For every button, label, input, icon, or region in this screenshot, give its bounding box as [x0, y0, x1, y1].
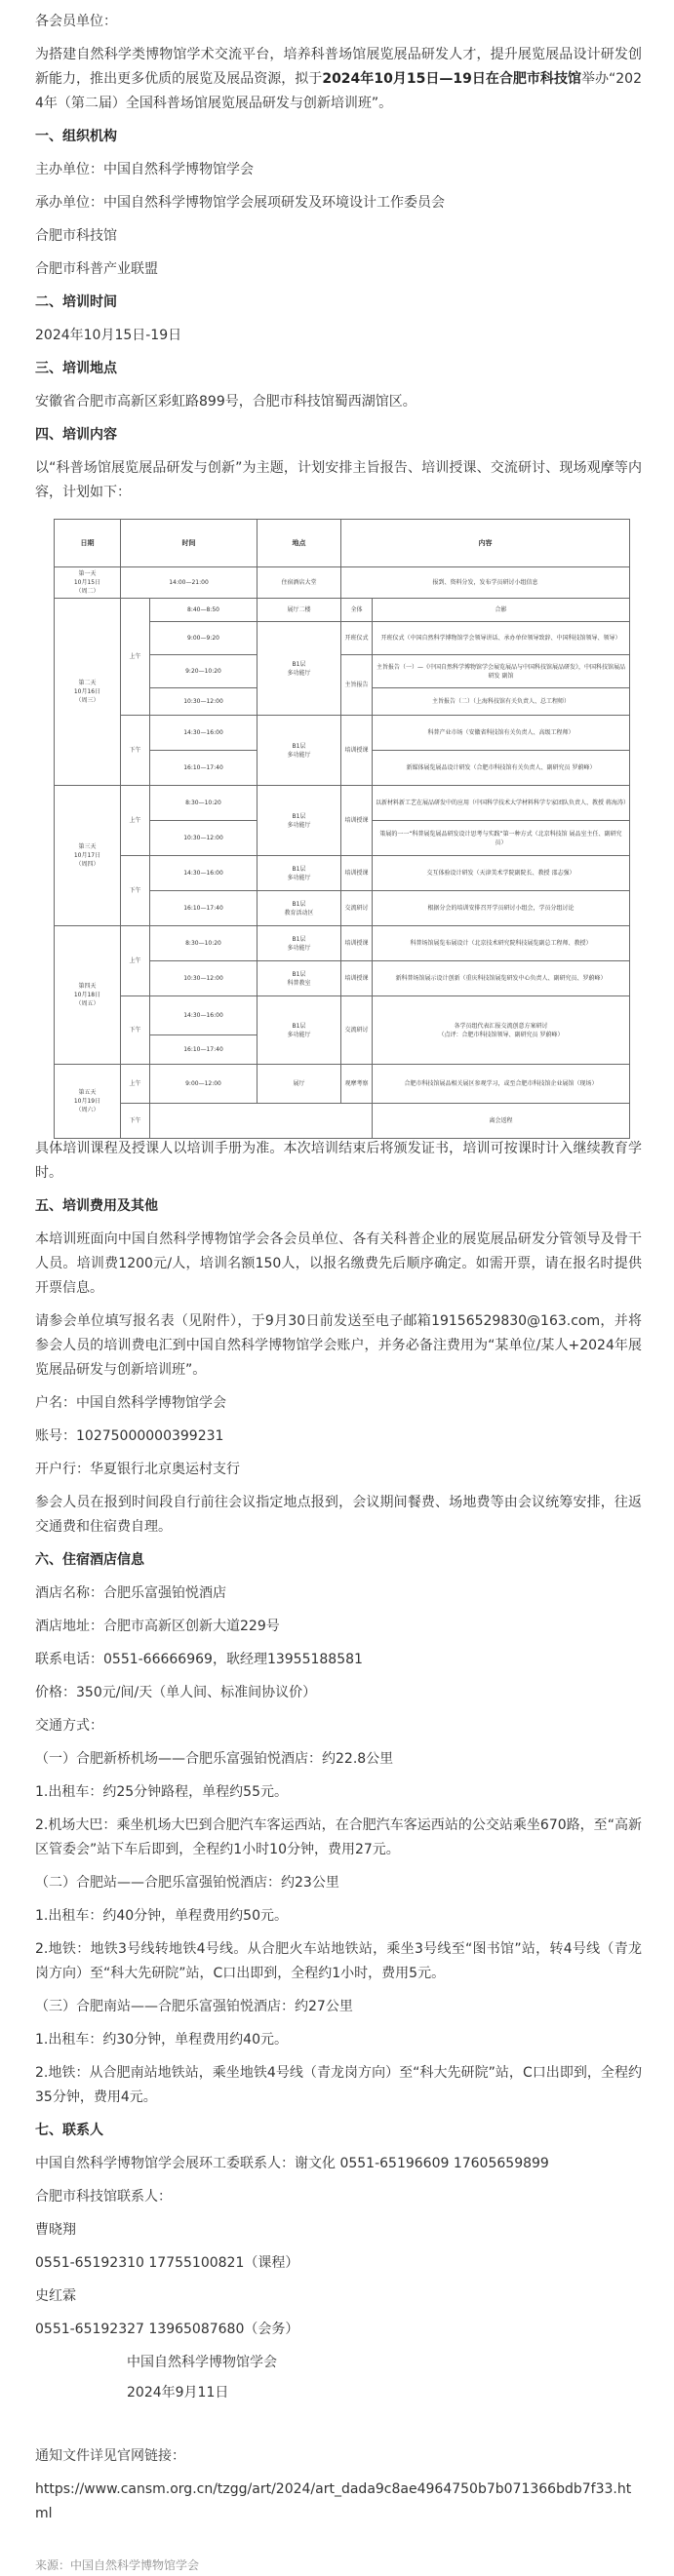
table-row [55, 786, 630, 821]
checkin-paragraph: 参会人员在报到时间段自行前往会议指定地点报到，会议期间餐费、场地费等由会议统筹安排，往返交通费和住宿费自理。 [35, 1495, 642, 1535]
content-cell: 根据分会的培训安排召开学员研讨小组会，学员分组讨论 [373, 891, 630, 926]
hotel-address: 酒店地址：合肥市高新区创新大道229号 [35, 1619, 280, 1634]
after-table-note: 具体培训课程及授课人以培训手册为准。本次培训结束后将颁发证书，培训可按课时计入继续教育学时。 [35, 1141, 642, 1181]
transport-heading: 交通方式： [35, 1718, 103, 1734]
role-cell: 培训授课 [341, 716, 373, 786]
undertaker: 承办单位：中国自然科学博物馆学会展项研发及环境设计工作委员会 [35, 195, 445, 211]
training-time: 2024年10月15日-19日 [35, 328, 182, 343]
notice-link[interactable]: https://www.cansm.org.cn/tzgg/art/2024/art_dada9c8ae4964750b7b071366bdb7f33.html [35, 2481, 632, 2521]
role-cell: 观摩考察 [341, 1065, 373, 1104]
role-cell: 培训授课 [341, 926, 373, 961]
time-cell: 9:00—9:20 [150, 622, 258, 655]
section-heading-time: 二、培训时间 [35, 294, 117, 310]
organizer: 主办单位：中国自然科学博物馆学会 [35, 162, 254, 177]
period-cell: 下午 [121, 856, 150, 926]
place-cell: B1层 多功能厅 [258, 996, 341, 1065]
role-cell: 开班仪式 [341, 622, 373, 655]
place-cell: 展厅 [258, 1065, 341, 1104]
time-cell: 10:30—12:00 [150, 961, 258, 996]
time-cell: 9:00—12:00 [150, 1065, 258, 1104]
time-cell: 8:40—8:50 [150, 599, 258, 622]
hotel-contact: 联系电话：0551-66666969，耿经理13955188581 [35, 1652, 363, 1667]
place-cell: B1层 多功能厅 [258, 856, 341, 891]
content-cell: 开班仪式（中国自然科学博物馆学会领导讲话、承办单位领导致辞、中国科技馆领导、领导） [373, 622, 630, 655]
place-cell: B1层 多功能厅 [258, 786, 341, 856]
time-cell [150, 1104, 373, 1139]
content-cell: 主旨报告（二）（上海科技馆有关负责人、总工程师） [373, 688, 630, 716]
contact-name-2: 史红霖 [35, 2288, 76, 2304]
header-time: 时间 [121, 520, 258, 567]
section-heading-content: 四、培训内容 [35, 427, 117, 443]
intro-bold: 2024年10月15日—19日在合肥市科技馆 [322, 71, 581, 87]
place-cell: B1层 多功能厅 [258, 622, 341, 716]
co-organizer-1: 合肥市科技馆 [35, 228, 117, 244]
time-cell: 8:30—10:20 [150, 926, 258, 961]
period-cell: 上午 [121, 1065, 150, 1104]
place-cell: B1层 多功能厅 [258, 716, 341, 786]
role-cell: 培训授课 [341, 961, 373, 996]
section-heading-location: 三、培训地点 [35, 361, 117, 376]
period-cell: 上午 [121, 786, 150, 856]
fees-paragraph: 本培训班面向中国自然科学博物馆学会各会员单位、各有关科普企业的展览展品研发分管领导及骨干人员。培训费1200元/人，培训名额150人，以报名缴费先后顺序确定。如需开票，请在报名时提供开票信息。 [35, 1231, 642, 1296]
intro-text-2: 举办“2024年（第二届）全国科普场馆展览展品研发与创新培训班”。 [35, 71, 642, 111]
signature-date: 2024年9月11日 [127, 2385, 229, 2400]
hotel-name: 酒店名称：合肥乐富强铂悦酒店 [35, 1585, 226, 1601]
signature-organization: 中国自然科学博物馆学会 [127, 2355, 277, 2370]
training-location: 安徽省合肥市高新区彩虹路899号，合肥市科技馆蜀西湖馆区。 [35, 394, 416, 410]
content-cell: 交互体验设计研发（天津美术学院副院长、教授 邵志强） [373, 856, 630, 891]
article-body [35, 10, 642, 2576]
table-row [55, 716, 630, 751]
content-cell: 策展的一一“科普展览展品研发设计思考与实践”第一种方式（北京科技馆 展品室主任、副研究员） [373, 821, 630, 856]
transport-south-taxi: 1.出租车：约30分钟，单程费用约40元。 [35, 2032, 288, 2048]
header-date: 日期 [55, 520, 121, 567]
role-cell: 交流研讨 [341, 996, 373, 1065]
contact-phone-1: 0551-65192310 17755100821（课程） [35, 2255, 299, 2271]
time-cell: 14:30—16:00 [150, 856, 258, 891]
hotel-price: 价格：350元/间/天（单人间、标准间协议价） [35, 1685, 317, 1700]
contact-name-1: 曹晓翔 [35, 2222, 76, 2238]
header-place: 地点 [258, 520, 341, 567]
content-cell: 合肥市科技馆展品相关展区参观学习，或至合肥市科技馆企业展馆（现场） [373, 1065, 630, 1104]
table-row [55, 926, 630, 961]
content-cell: 各学员组代表汇报交流创意方案研讨 （点评：合肥市科技馆领导、副研究员 罗蔚峰） [373, 996, 630, 1065]
schedule-table-image [54, 519, 629, 1123]
table-row [55, 856, 630, 891]
table-row [55, 567, 630, 599]
time-cell: 8:30—10:20 [150, 786, 258, 821]
time-cell: 14:00—21:00 [121, 567, 258, 599]
account-name: 户名：中国自然科学博物馆学会 [35, 1395, 226, 1411]
time-cell: 16:10—17:40 [150, 751, 258, 786]
transport-south-metro: 2.地铁：从合肥南站地铁站，乘坐地铁4号线（青龙岗方向）至“科大先研院”站，C口出即到，全程约35分钟，费用4元。 [35, 2065, 642, 2105]
date-cell: 第一天 10月15日 （周二） [55, 567, 121, 599]
role-cell: 培训授课 [341, 856, 373, 891]
time-cell: 16:10—17:40 [150, 891, 258, 926]
time-cell: 9:20—10:20 [150, 655, 258, 688]
period-cell: 下午 [121, 1104, 150, 1139]
time-cell: 14:30—16:00 [150, 716, 258, 751]
content-cell: 报到、资料分发，发布学员研讨小组信息 [341, 567, 630, 599]
content-cell: 科普场馆展览布展设计（北京技术研究院科技展览副总工程师、教授） [373, 926, 630, 961]
table-row [55, 996, 630, 1035]
content-cell: 新科普场馆展示设计创新（重庆科技馆展览研发中心负责人、副研究员、罗蔚峰） [373, 961, 630, 996]
co-organizer-2: 合肥市科普产业联盟 [35, 261, 158, 277]
schedule-header-row [55, 520, 630, 567]
role-cell: 培训授课 [341, 786, 373, 856]
place-cell: B1层 教育活动区 [258, 891, 341, 926]
role-cell: 全体 [341, 599, 373, 622]
period-cell: 上午 [121, 926, 150, 996]
transport-airport-taxi: 1.出租车：约25分钟路程，单程约55元。 [35, 1784, 288, 1800]
greeting: 各会员单位： [35, 14, 117, 29]
period-cell: 下午 [121, 996, 150, 1065]
time-cell: 16:10—17:40 [150, 1035, 258, 1065]
link-label: 通知文件详见官网链接： [35, 2448, 185, 2464]
place-cell: B1层 多功能厅 [258, 926, 341, 961]
content-cell: 合影 [373, 599, 630, 622]
content-cell: 主旨报告（一）—《中国自然科学博物馆学会展览展品与中国科技馆展品研发》，中国科技馆展品研发 副馆 [373, 655, 630, 688]
table-row [55, 599, 630, 622]
date-cell: 第二天 10月16日 （周三） [55, 599, 121, 786]
transport-station-taxi: 1.出租车：约40分钟，单程费用约50元。 [35, 1908, 288, 1924]
intro-text-1: 为搭建自然科学类博物馆学术交流平台，培养科普场馆展览展品研发人才，提升展览展品设计研发创新能力，推出更多优质的展览及展品资源，拟于 [35, 47, 642, 87]
time-cell: 10:30—12:00 [150, 688, 258, 716]
account-number: 账号：10275000000399231 [35, 1428, 224, 1444]
header-content: 内容 [341, 520, 630, 567]
role-cell: 主旨报告 [341, 655, 373, 716]
period-cell: 上午 [121, 599, 150, 716]
registration-paragraph: 请参会单位填写报名表（见附件），于9月30日前发送至电子邮箱19156529830@163.com，并将参会人员的培训费电汇到中国自然科学博物馆学会账户，并务必备注费用为“某单位/某人+2024年展览展品研发与创新培训班”。 [35, 1313, 642, 1378]
place-cell: B1层 科普教室 [258, 961, 341, 996]
date-cell: 第五天 10月19日 （周六） [55, 1065, 121, 1139]
bank-name: 开户行：华夏银行北京奥运村支行 [35, 1462, 240, 1477]
place-cell: 住宿酒店大堂 [258, 567, 341, 599]
contact-phone-2: 0551-65192327 13965087680（会务） [35, 2322, 299, 2337]
period-cell: 下午 [121, 716, 150, 786]
content-description: 以“科普场馆展览展品研发与创新”为主题，计划安排主旨报告、培训授课、交流研讨、现场观摩等内容，计划如下： [35, 460, 642, 500]
transport-airport-bus: 2.机场大巴：乘坐机场大巴到合肥汽车客运西站，在合肥汽车客运西站的公交站乘坐670路，至“高新区管委会”站下车后即到，全程约1小时10分钟，费用27元。 [35, 1817, 642, 1857]
schedule-table [54, 519, 630, 1139]
time-cell: 14:30—16:00 [150, 996, 258, 1035]
content-cell: 以新材料新工艺在展品研发中的应用（中国科学技术大学材料科学专家团队负责人、教授 蒋海涛） [373, 786, 630, 821]
table-row [55, 1065, 630, 1104]
section-heading-organization: 一、组织机构 [35, 129, 117, 144]
place-cell: 展厅二楼 [258, 599, 341, 622]
role-cell: 交流研讨 [341, 891, 373, 926]
transport-south: （三）合肥南站——合肥乐富强铂悦酒店：约27公里 [35, 1999, 353, 2014]
contact-society: 中国自然科学博物馆学会展环工委联系人：谢文化 0551-65196609 17605659899 [35, 2156, 549, 2171]
time-cell: 10:30—12:00 [150, 821, 258, 856]
content-cell: 科普产业市场（安徽省科技馆有关负责人、高级工程师） [373, 716, 630, 751]
transport-airport: （一）合肥新桥机场——合肥乐富强铂悦酒店：约22.8公里 [35, 1751, 394, 1767]
intro-paragraph [35, 43, 642, 116]
date-cell: 第四天 10月18日 （周五） [55, 926, 121, 1065]
contact-museum-label: 合肥市科技馆联系人： [35, 2189, 172, 2205]
source-line: 来源：中国自然科学博物馆学会 [35, 2558, 200, 2572]
content-cell: 新媒体展览展品设计研发（合肥市科技馆有关负责人、副研究员 罗蔚峰） [373, 751, 630, 786]
section-heading-hotel: 六、住宿酒店信息 [35, 1552, 144, 1568]
section-heading-fees: 五、培训费用及其他 [35, 1198, 158, 1214]
transport-station: （二）合肥站——合肥乐富强铂悦酒店：约23公里 [35, 1875, 339, 1891]
date-cell: 第三天 10月17日 （周四） [55, 786, 121, 926]
transport-station-metro: 2.地铁：地铁3号线转地铁4号线。从合肥火车站地铁站，乘坐3号线至“图书馆”站，转4号线（青龙岗方向）至“科大先研院”站，C口出即到，全程约1小时，费用5元。 [35, 1941, 642, 1981]
section-heading-contact: 七、联系人 [35, 2123, 103, 2138]
table-row [55, 1104, 630, 1139]
content-cell: 离会返程 [373, 1104, 630, 1139]
